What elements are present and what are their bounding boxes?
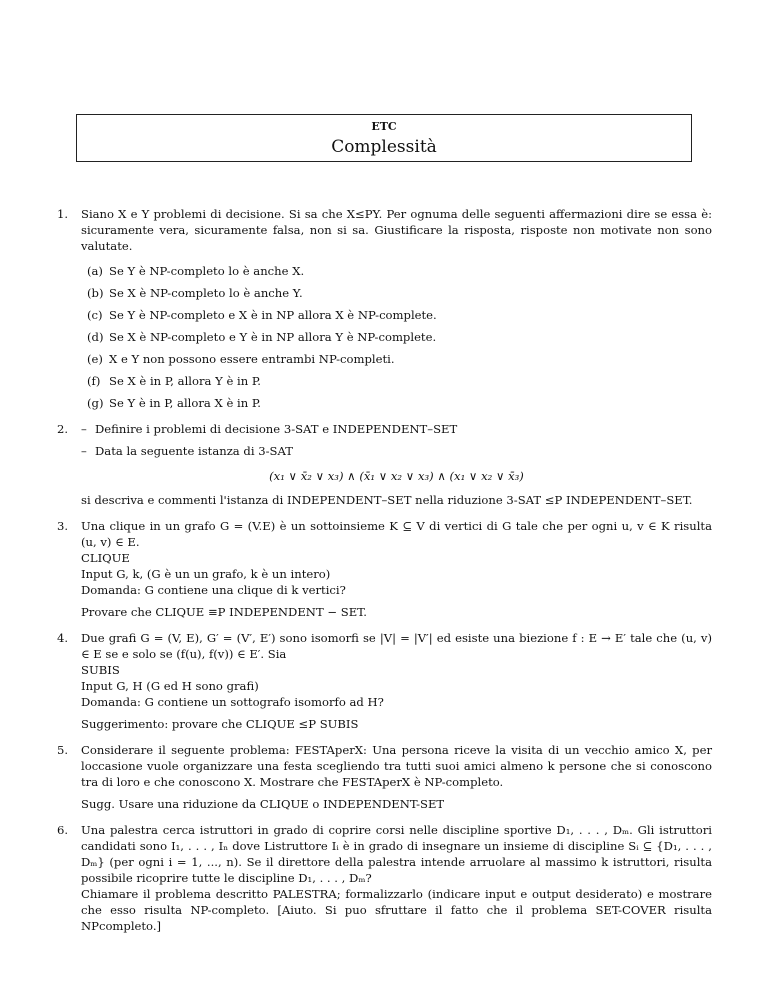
exercise-text: Una clique in un grafo G = (V.E) è un sottoinsieme K ⊆ V di vertici di G tale che per ogni u, v ∈ K risulta (u, v) ∈ E.: [81, 519, 712, 549]
exercise-number: 3.: [57, 519, 69, 533]
exercise-number: 1.: [57, 207, 69, 221]
sub-question: [81, 373, 712, 389]
sub-question: [81, 395, 712, 411]
sub-question-letter: (e): [87, 352, 103, 366]
exercise-text: Considerare il seguente problema: FESTAperX: Una persona riceve la visita di un vecchio amico X, per loccasione vuole organizzare una festa scegliendo tra tutti suoi amici almeno k persone che si conoscono tra di loro e che conoscono X. Mostrare che FESTAperX è NP-completo.: [81, 743, 712, 789]
exercise-list: [57, 206, 712, 944]
exercise-text: Definire i problemi di decisione 3-SAT e INDEPENDENT–SET: [95, 422, 458, 436]
page-title: Complessità: [331, 137, 437, 157]
exercise-task: Provare che CLIQUE ≡P INDEPENDENT − SET.: [81, 605, 367, 619]
sub-question: [81, 307, 712, 323]
sub-question-letter: (c): [87, 308, 103, 322]
header-box: [76, 114, 692, 162]
formula: (x₁ ∨ x̄₂ ∨ x₃) ∧ (x̄₁ ∨ x₂ ∨ x₃) ∧ (x₁ ∨ x₂ ∨ x̄₃): [269, 469, 524, 483]
sub-question-text: Se X è NP-completo e Y è in NP allora Y è NP-complete.: [109, 330, 437, 344]
sub-question-letter: (g): [87, 396, 104, 410]
problem-question: Domanda: G contiene un sottografo isomorfo ad H?: [81, 695, 384, 709]
exercise-text: Una palestra cerca istruttori in grado di coprire corsi nelle discipline sportive D₁, . . . , Dₘ. Gli istruttori candidati sono I₁, . . . , Iₙ dove Listruttore Iᵢ è in grado di insegnare un insieme di discipline Sᵢ ⊆ {D₁, . . . , Dₘ} (per ogni i = 1, ..., n). Se il direttore della palestra intende arruolare al massimo k istruttori, risulta possibile ricoprire tutte le discipline D₁, . . . , Dₘ?: [81, 823, 712, 885]
bullet-line: – Data la seguente istanza di 3-SAT: [81, 444, 293, 458]
exercise-hint: Sugg. Usare una riduzione da CLIQUE o INDEPENDENT-SET: [81, 797, 445, 811]
sub-question: [81, 351, 712, 367]
problem-name: CLIQUE: [81, 551, 130, 565]
exercise-text: Due grafi G = (V, E), G′ = (V′, E′) sono isomorfi se |V| = |V′| ed esiste una biezione f : E → E′ tale che (u, v) ∈ E se e solo se (f(u), f(v)) ∈ E′. Sia: [81, 631, 712, 661]
sub-question-text: Se X è in P, allora Y è in P.: [109, 374, 261, 388]
problem-input: Input G, k, (G è un un grafo, k è un intero): [81, 567, 331, 581]
exercise-number: 5.: [57, 743, 69, 757]
problem-name: SUBIS: [81, 663, 120, 677]
exercise-6: [57, 822, 712, 934]
exercise-number: 2.: [57, 422, 69, 436]
exercise-5: [57, 742, 712, 812]
problem-input: Input G, H (G ed H sono grafi): [81, 679, 259, 693]
sub-question-text: Se Y è NP-completo e X è in NP allora X è NP-complete.: [109, 308, 437, 322]
exercise-4: [57, 630, 712, 732]
course-name: ETC: [371, 120, 397, 133]
bullet-line: – Definire i problemi di decisione 3-SAT e INDEPENDENT–SET: [81, 422, 458, 436]
exercise-2: [57, 421, 712, 508]
sub-question-list: [81, 263, 712, 411]
exercise-task: Chiamare il problema descritto PALESTRA; formalizzarlo (indicare input e output desiderato) e mostrare che esso risulta NP-completo. [Aiuto. Si puo sfruttare il fatto che il problema SET-COVER risulta NPcompleto.]: [81, 887, 712, 933]
exercise-number: 4.: [57, 631, 69, 645]
exercise-text: Siano X e Y problemi di decisione. Si sa che X≤PY. Per ognuma delle seguenti affermazioni dire se essa è: sicuramente vera, sicuramente falsa, non si sa. Giustificare la risposta, risposte non motivate non sono valutate.: [81, 207, 712, 253]
sub-question-letter: (f): [87, 374, 101, 388]
exercise-1: [57, 206, 712, 411]
exercise-text: si descriva e commenti l'istanza di INDEPENDENT–SET nella riduzione 3-SAT ≤P INDEPENDENT–SET.: [81, 493, 693, 507]
sub-question: [81, 263, 712, 279]
sub-question-text: Se X è NP-completo lo è anche Y.: [109, 286, 303, 300]
sub-question-letter: (d): [87, 330, 104, 344]
exercise-hint: Suggerimento: provare che CLIQUE ≤P SUBIS: [81, 717, 359, 731]
exercise-text: Data la seguente istanza di 3-SAT: [95, 444, 293, 458]
exercise-number: 6.: [57, 823, 69, 837]
problem-question: Domanda: G contiene una clique di k vertici?: [81, 583, 346, 597]
sub-question-letter: (b): [87, 286, 104, 300]
sub-question-text: Se Y è NP-completo lo è anche X.: [109, 264, 305, 278]
sub-question-text: X e Y non possono essere entrambi NP-completi.: [109, 352, 395, 366]
sub-question-letter: (a): [87, 264, 103, 278]
sub-question: [81, 329, 712, 345]
exercise-3: [57, 518, 712, 620]
sub-question-text: Se Y è in P, allora X è in P.: [109, 396, 261, 410]
sub-question: [81, 285, 712, 301]
